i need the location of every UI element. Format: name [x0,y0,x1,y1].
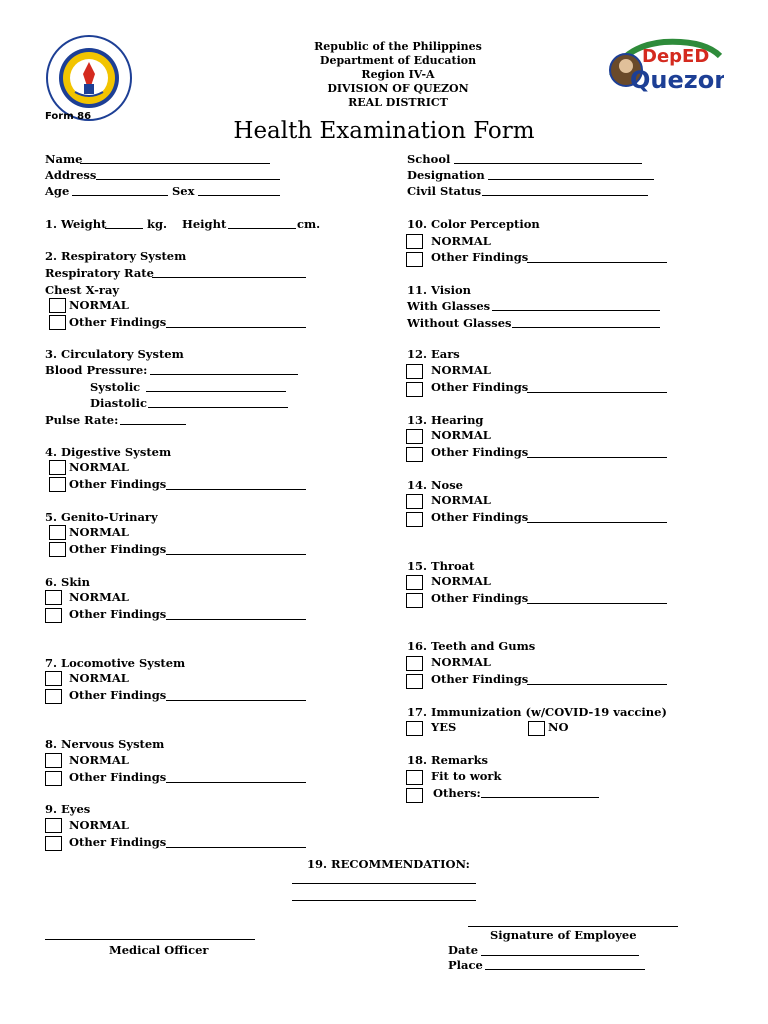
without-glasses-field[interactable] [512,327,660,328]
school-field[interactable] [454,163,642,164]
header-district: REAL DISTRICT [348,96,448,109]
medical-officer-label: Medical Officer [109,943,209,957]
name-field[interactable] [80,163,270,164]
digestive-heading: 4. Digestive System [45,445,172,459]
teeth-heading: 16. Teeth and Gums [407,639,536,653]
systolic-field[interactable] [146,391,286,392]
color-heading: 10. Color Perception [407,217,540,231]
chest-xray-label: Chest X-ray [45,283,120,297]
eyes-normal-checkbox[interactable] [45,818,62,833]
civil-status-label: Civil Status [407,184,482,198]
medical-officer-signature-line[interactable] [45,939,255,940]
others-label: Others: [433,786,481,800]
others-checkbox[interactable] [406,788,423,803]
genito-other-checkbox[interactable] [49,542,66,557]
vision-heading: 11. Vision [407,283,471,297]
skin-other-checkbox[interactable] [45,608,62,623]
throat-other-checkbox[interactable] [406,593,423,608]
designation-field[interactable] [488,179,654,180]
nervous-other-field[interactable] [166,782,306,783]
systolic-label: Systolic [90,380,141,394]
nose-normal-checkbox[interactable] [406,494,423,509]
teeth-other-field[interactable] [527,684,667,685]
nervous-normal-checkbox[interactable] [45,753,62,768]
hearing-heading: 13. Hearing [407,413,484,427]
nose-other-label: Other Findings [431,510,529,524]
ears-normal-checkbox[interactable] [406,364,423,379]
locomotive-other-checkbox[interactable] [45,689,62,704]
chest-xray-other-label: Other Findings [69,315,167,329]
place-label: Place [448,958,483,972]
teeth-normal-label: NORMAL [431,655,491,669]
weight-label: 1. Weight [45,217,107,231]
digestive-other-field[interactable] [166,489,306,490]
employee-signature-line[interactable] [468,926,678,927]
fit-to-work-label: Fit to work [431,769,502,783]
header-department: Department of Education [319,54,477,67]
throat-heading: 15. Throat [407,559,475,573]
genito-other-field[interactable] [166,554,306,555]
deped-seal-logo [45,34,133,122]
hearing-other-field[interactable] [527,457,667,458]
civil-status-field[interactable] [482,195,648,196]
height-label: Height [182,217,227,231]
age-label: Age [45,184,70,198]
circulatory-heading: 3. Circulatory System [45,347,184,361]
address-field[interactable] [96,179,280,180]
skin-normal-label: NORMAL [69,590,129,604]
height-field[interactable] [228,228,296,229]
ears-other-label: Other Findings [431,380,529,394]
nose-heading: 14. Nose [407,478,463,492]
age-field[interactable] [72,195,168,196]
throat-other-label: Other Findings [431,591,529,605]
chest-xray-normal-checkbox[interactable] [49,298,66,313]
respiratory-heading: 2. Respiratory System [45,249,187,263]
digestive-normal-checkbox[interactable] [49,460,66,475]
remarks-heading: 18. Remarks [407,753,489,767]
page-title: Health Examination Form [233,118,535,144]
sex-label: Sex [172,184,195,198]
color-normal-label: NORMAL [431,234,491,248]
ears-other-checkbox[interactable] [406,382,423,397]
eyes-other-checkbox[interactable] [45,836,62,851]
pulse-rate-label: Pulse Rate: [45,413,119,427]
chest-xray-other-field[interactable] [166,327,306,328]
svg-text:Quezon: Quezon [630,66,724,94]
immunization-heading: 17. Immunization (w/COVID-19 vaccine) [407,705,667,719]
eyes-heading: 9. Eyes [45,802,91,816]
immunization-yes-label: YES [431,720,457,734]
pulse-rate-field[interactable] [120,424,186,425]
skin-heading: 6. Skin [45,575,91,589]
genito-normal-checkbox[interactable] [49,525,66,540]
locomotive-normal-label: NORMAL [69,671,129,685]
eyes-other-label: Other Findings [69,835,167,849]
employee-signature-label: Signature of Employee [490,928,637,942]
header-division: DIVISION OF QUEZON [327,82,469,95]
eyes-other-field[interactable] [166,847,306,848]
recommendation-line-2[interactable] [292,900,476,901]
blood-pressure-field[interactable] [150,374,298,375]
weight-field[interactable] [105,228,143,229]
nervous-other-checkbox[interactable] [45,771,62,786]
others-field[interactable] [481,797,599,798]
recommendation-line-1[interactable] [292,883,476,884]
deped-quezon-logo [604,36,724,96]
diastolic-label: Diastolic [90,396,147,410]
digestive-other-checkbox[interactable] [49,477,66,492]
ears-heading: 12. Ears [407,347,460,361]
skin-other-field[interactable] [166,619,306,620]
designation-label: Designation [407,168,485,182]
respiratory-rate-label: Respiratory Rate [45,266,154,280]
recommendation-heading: 19. RECOMMENDATION: [307,857,470,871]
locomotive-other-field[interactable] [166,700,306,701]
name-label: Name [45,152,83,166]
blood-pressure-label: Blood Pressure: [45,363,148,377]
fit-to-work-checkbox[interactable] [406,770,423,785]
nose-other-checkbox[interactable] [406,512,423,527]
genito-normal-label: NORMAL [69,525,129,539]
throat-other-field[interactable] [527,603,667,604]
hearing-normal-label: NORMAL [431,428,491,442]
nose-normal-label: NORMAL [431,493,491,507]
sex-field[interactable] [198,195,280,196]
place-field[interactable] [485,969,645,970]
locomotive-normal-checkbox[interactable] [45,671,62,686]
school-label: School [407,152,451,166]
throat-normal-checkbox[interactable] [406,575,423,590]
eyes-normal-label: NORMAL [69,818,129,832]
color-normal-checkbox[interactable] [406,234,423,249]
digestive-other-label: Other Findings [69,477,167,491]
teeth-other-checkbox[interactable] [406,674,423,689]
ears-other-field[interactable] [527,392,667,393]
teeth-other-label: Other Findings [431,672,529,686]
immunization-yes-checkbox[interactable] [406,721,423,736]
immunization-no-label: NO [548,720,569,734]
locomotive-other-label: Other Findings [69,688,167,702]
without-glasses-label: Without Glasses [407,316,512,330]
chest-xray-other-checkbox[interactable] [49,315,66,330]
teeth-normal-checkbox[interactable] [406,656,423,671]
kg-unit: kg. [147,217,168,231]
color-other-label: Other Findings [431,250,529,264]
address-label: Address [45,168,97,182]
color-other-field[interactable] [527,262,667,263]
skin-normal-checkbox[interactable] [45,590,62,605]
nervous-other-label: Other Findings [69,770,167,784]
form-number: Form 86 [45,111,92,122]
nervous-heading: 8. Nervous System [45,737,165,751]
digestive-normal-label: NORMAL [69,460,129,474]
header-country: Republic of the Philippines [314,40,482,53]
respiratory-rate-field[interactable] [152,277,306,278]
skin-other-label: Other Findings [69,607,167,621]
cm-unit: cm. [297,217,321,231]
genito-heading: 5. Genito-Urinary [45,510,158,524]
hearing-other-checkbox[interactable] [406,447,423,462]
date-field[interactable] [481,955,639,956]
genito-other-label: Other Findings [69,542,167,556]
locomotive-heading: 7. Locomotive System [45,656,186,670]
nervous-normal-label: NORMAL [69,753,129,767]
ears-normal-label: NORMAL [431,363,491,377]
hearing-normal-checkbox[interactable] [406,429,423,444]
hearing-other-label: Other Findings [431,445,529,459]
color-other-checkbox[interactable] [406,252,423,267]
date-label: Date [448,943,479,957]
svg-text:DepED: DepED [642,46,710,67]
immunization-no-checkbox[interactable] [528,721,545,736]
throat-normal-label: NORMAL [431,574,491,588]
header-region: Region IV-A [361,68,435,81]
with-glasses-label: With Glasses [407,299,491,313]
diastolic-field[interactable] [148,407,288,408]
with-glasses-field[interactable] [492,310,660,311]
nose-other-field[interactable] [527,522,667,523]
chest-xray-normal-label: NORMAL [69,298,129,312]
